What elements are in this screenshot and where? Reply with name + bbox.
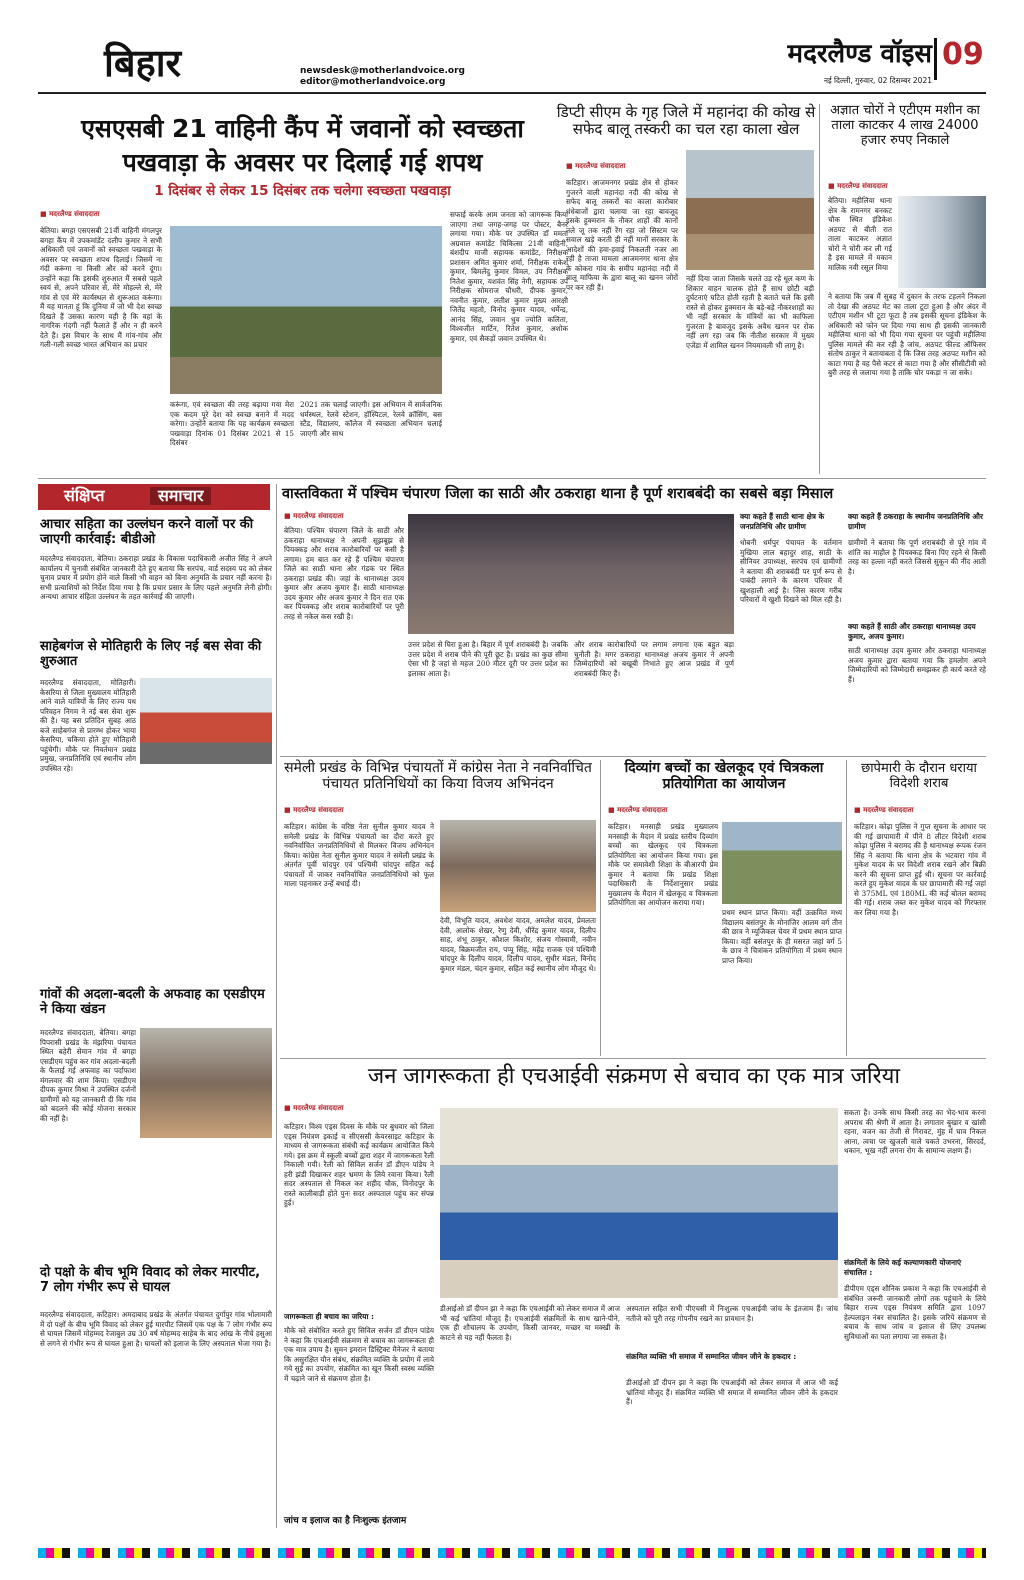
divyang-headline: दिव्यांग बच्चों का खेलकूद एवं चित्रकला प्रतियोगिता का आयोजन <box>624 760 824 793</box>
liquor-q3-head: क्या कहते हैं साठी और ठकराहा थानाध्यक्ष उदय कुमार, अजय कुमार। <box>848 622 976 641</box>
brief1-headline: आचार सहिता का उल्लंघन करने वालों पर की जाएगी कार्रवाई: बीडीओ <box>40 517 254 547</box>
hiv-col1b: मौके को संबोधित करते हुए सिविल सर्जन डॉ डीएन पांडेय ने कहा कि एचआईवी संक्रमण से बचाव का जागरूकता ही एक मात्र उपाय है। सुमन इमरान डिस्ट्रिक्ट मैनेजर ने बताया कि असुरक्षित यौन संबंध, संक्रमित व्यक्ति के प्रयोग में लाये गये सुई का उपयोग, संक्रमित का खून किसी स्वस्थ व्यक्ति में चढ़ाने जाने से संक्रमण होता है। <box>284 1326 434 1383</box>
congress-headline: समेली प्रखंड के विभिन्न पंचायतों में कांग्रेस नेता ने नवनिर्वाचित पंचायत प्रतिनिधियों का किया विजय अभिनंदन <box>284 760 592 793</box>
brief-label-1: संक्षिप्त <box>64 486 105 505</box>
masthead-name: मदरलैण्ड वॉइस <box>787 39 932 69</box>
row1-rule <box>38 478 986 479</box>
foreign-headline: छापेमारी के दौरान धराया विदेशी शराब <box>861 761 977 791</box>
foreign-byline: ■ मदरलैण्ड संवाददाता <box>854 806 914 815</box>
lead-headline: एसएसबी 21 वाहिनी कैंप में जवानों को स्वच्छता पखवाड़ा के अवसर पर दिलाई गई शपथ <box>81 114 524 177</box>
hiv-col4b: डीपीएम एड्स शौनिक प्रकाश ने कहा कि एचआईवी से संबंधित जरूरी जानकारी लोगों तक पहुंचाने के लिये बिहार राज्य एड्स नियंत्रण समिति द्वारा 1097 हेल्पलाइन नंबर संचालित है। इसके जरिये संक्रमण से बचाव के साथ जांच व इलाज से लिए उपलब्ध सुविधाओं का पता लगाया जा सकता है। <box>844 1284 986 1341</box>
brief3-headline: गांवों की अदला-बदली के अफवाह का एसडीएम ने किया खंडन <box>40 987 265 1017</box>
atm-col2: ने बताया कि जब मैं सुबह में दुकान के तरफ टहलने निकला तो देखा की अठपट मेट का ताला टूटा हुआ है और अंदर में एटीएम मशीन भी टूटा फूटा है तब इसकी सूचना इंडिकेश के अधिकारी को फोन पर दिया गया साथ ही इसकी जानकारी महीलिया थाना को भी दिया गया सूचना पर पहुंची महीलिया पुलिस मामले की कर रही है जांच, अठपट फील्ड ऑफिसर संतोष ठाकुर ने बतायाबता दें कि जिस तरह अठपट मशीन को काटा गया है वह पैसे कटर से काटा गया है और सीसीटीवी को बुरी तरह से जलाया गया है ताकि चोर पकड़ा न जा सके। <box>828 292 986 377</box>
dateline: नई दिल्ली, गुरुवार, 02 दिसम्बर 2021 <box>823 76 932 85</box>
hiv-headline: जन जागरूकता ही एचआईवी संक्रमण से बचाव का एक मात्र जरिया <box>367 1064 901 1089</box>
liquor-q2-body: ग्रामीणों ने बताया कि पूर्ण शराबबंदी से पूरे गांव में शांति का माहौल है पियक्कड़ बिना पिए रहने से किसी तरह का हल्ला नहीं करते जिससे सुकून की नींद आती है। <box>848 538 986 576</box>
liquor-col3: और शराब कारोबारियों पर लगाम लगाना एक बहुत बड़ा चुनौती है। मगर ठकराहा थानाध्यक्ष अजय कुमार ने अपनी जिम्मेदारियों को बखूबी निभाते हुए आज प्रखंड में पूर्ण शराबबंदी किए हैं। <box>574 640 734 678</box>
lead-col1: बेतिया। बगहा एसएसबी 21वीं वाहिनी मंगलपुर बगहा कैंप में उपकमांडेंट दलीप कुमार ने सभी अधिकारी एवं जवानों को स्वच्छता पखवाड़ा के अवसर पर स्वच्छता शपथ दिलाई। जिसमें ना गंदी करूंगा ना किसी और को करने दूंगा। उन्होंने कहा कि इसकी शुरुआत मैं सबसे पहले स्वयं से, अपने परिवार से, मेरे मोहल्ले से, मेरे गांव से एवं मेरे कार्यस्थल से शुरूआत करूंगा। मैं यह मानता हूं कि दुनिया में जो भी देश स्वच्छ दिखते हैं उसका कारण यही है कि वहां के नागरिक गंदगी नहीं फैलाते हैं और न ही करने देते हैं। इस विचार के साथ मैं गांव-गांव और गली-गली स्वच्छ भारत अभियान का प्रचार <box>40 226 162 349</box>
divyang-col1: कटिहार। मनसाही प्रखंड मुख्यालय मनसाही के मैदान में प्रखंड स्तरीय दिव्यांग बच्चों का खेलकूद एवं चित्रकला प्रतियोगिता का आयोजन किया गया। इस मौके पर समावेशी शिक्षा के बीआरपी प्रेम कुमार ने बताया कि प्रखंड शिक्षा पदाधिकारी के निर्देशानुसार प्रखंड मुख्यालय के मैदान में खेलकूद व चित्रकला प्रतियोगिता का आयोजन कराया गया। <box>608 822 718 907</box>
divyang-divider <box>846 760 847 1056</box>
hiv-sub1: जागरूकता ही बचाव का जरिया : <box>284 1312 374 1321</box>
hiv-col2: डीआईओ डॉ दीपन झा ने कहा कि एचआईवी को लेकर समाज में आज भी कई भ्रांतियां मौजूद हैं। एचआईवी संक्रमितों के साथ खाने-पीने, एक ही शौचालय के उपयोग, किसी जानवर, मच्छर या मक्खी के काटने से यह नहीं फैलता है। <box>440 1304 620 1342</box>
congress-photo <box>440 820 596 912</box>
atm-headline: अज्ञात चोरों ने एटीएम मशीन का ताला काटकर 4 लाख 24000 हजार रुपए निकाले <box>830 103 980 148</box>
header-emails <box>300 66 465 89</box>
masthead-divider <box>934 38 937 80</box>
foreign-col1: कटिहार। कोढ़ा पुलिस ने गुप्त सूचना के आधार पर की गई छापामारी में पीने 8 लीटर विदेशी शराब कोढ़ा पुलिस ने बरामद की है थानाध्यक्ष रूपक रंजन सिंह ने बताया कि थाना क्षेत्र के भटवारा गांव में मुकेश यादव के घर विदेशी शराब रखने और बिक्री करने की सूचना प्राप्त हुई थी। सूचना पर कार्रवाई करते हुए मुकेश यादव के घर छापामारी की गई जहां से 375ML एवं 180ML की कई बोतल बरामद की गई। शराब जब्त कर मुकेश यादव को गिरफ्तार कर लिया गया है। <box>854 822 986 917</box>
liquor-col2: उत्तर प्रदेश से घिरा हुआ है। बिहार में पूर्ण शराबबंदी है। जबकि उत्तर प्रदेश में शराब पीने की पूरी छूट है। प्रखंड का कुछ सीमा ऐसा भी है जहां से महज 200 मीटर दूरी पर उत्तर प्रदेश का इलाका आता है। <box>408 640 568 678</box>
congress-col2: देवी, विभूति यादव, अवधेश यादव, अमलेश यादव, प्रेमलता देवी, आलोक शेखर, रेणु देवी, धीरेंद्र कुमार यादव, दिलीप साह, शंभू ठाकुर, कौशल किशोर, संजय गोस्वामी, नवीन यादव, बिक्रमजीत राय, पप्पू सिंह, महेंद्र राजक एवं पश्चिमी चांदपुर के दिलीप यादव, दिलीप यादव, सुधीर मंडल, विनोद कुमार मंडल, चंदन कुमार, सहित कई स्थानीय लोग मौजूद थे। <box>440 916 596 973</box>
liquor-headline: वास्तविकता में पश्चिम चंपारण जिला का साठी और ठकराहा थाना है पूर्ण शराबबंदी का सबसे बड़ा मिसाल <box>282 486 834 502</box>
lead-col4: सफाई करके आम जनता को जागरूक किया जाएगा तथा जगह-जगह पर पोस्टर, बैनर लगाया गया। मौके पर उपस्थित डॉ ममता अग्रवाल कमांडेंट चिकित्सा 21वीं वाहिनी, बंशदीप माजी सहायक कमांडेंट, निरीक्षक प्रशासन अमित कुमार शर्मा, निरीक्षक राकेश कुमार, बिमलेंदु कुमार विमल, उप निरीक्षक नितेश कुमार, यशवंत सिंह नेगी, सहायक उप निरीक्षक सोमराज चौधरी, दीपक कुमार, नवनीत कुमार, लतीश कुमार मुख्य आरक्षी जितेंद्र महतो, विनोद कुमार यादव, धर्मेन्द्र, आनंद सिंह, जवान धुव ज्योति कलिता, विश्वजीत मार्टिन, रितेश कुमार, अशोक कुमार, एवं सैकड़ों जवान उपस्थित थे। <box>450 210 568 343</box>
liquor-byline: ■ मदरलैण्ड संवाददाता <box>284 512 344 521</box>
sand-headline: डिप्टी सीएम के गृह जिले में महानंदा की कोख से सफेद बालू तस्करी का चल रहा काला खेल <box>556 103 816 139</box>
row2-rule <box>280 756 986 757</box>
lead-col2: करूंगा, एवं स्वच्छता की तरह बढ़ाया गया मेरा एक कदम पूरे देश को स्वच्छ बनाने में मदद करेगा। उन्होंने बताया कि यह कार्यक्रम स्वच्छता पखवाड़ा दिनांक 01 दिसंबर 2021 से 15 दिसंबर <box>170 400 294 447</box>
lead-photo-soldiers <box>170 226 442 394</box>
page-number: 09 <box>942 37 984 72</box>
hiv-col3: अस्पताल सहित सभी पीएचसी में निःशुल्क एचआईवी जांच के इंतजाम हैं। जांच नतीजे को पूरी तरह गोपनीय रखने का प्रावधान है। <box>626 1304 838 1323</box>
lead-byline: ■ मदरलैण्ड संवाददाता <box>40 210 100 219</box>
atm-col1: बेतिया। महीलिया थाना क्षेत्र के रामनगर बनकट चौक स्थित इंडिकेश अठपट से बीती रात ताला काटकर अज्ञात चोरों ने चोरी कर ली गई है इस मामले में मकान मालिक नवी रसूल मिया <box>828 196 892 272</box>
hiv-byline: ■ मदरलैण्ड संवाददाता <box>284 1104 344 1113</box>
hiv-sub2: संक्रमित व्यक्ति भी समाज में सम्मानित जीवन जीने के हकदार : <box>626 1352 797 1361</box>
divyang-photo <box>722 822 842 904</box>
brief2-headline: साहेबगंज से मोतिहारी के लिए नई बस सेवा की शुरुआत <box>40 639 262 669</box>
print-registration-bar <box>38 1548 986 1558</box>
sand-divider <box>819 104 820 474</box>
divyang-byline: ■ मदरलैण्ड संवाददाता <box>608 806 668 815</box>
liquor-q1-body: धोबनी धर्मपुर पंचायत के वर्तमान मुखिया लाल बहादुर शाह, साठी के सीनियर उपाध्यक्ष, सरपंच एवं ग्रामीणों ने बताया की शराबबंदी पर पूर्ण रूप से पाबंदी लगाने के कारण परिवार में खुशहाली आई है। जिस कारण गरीब परिवारों में खुशी दिखने को मिल रही है। <box>740 538 842 604</box>
brief3-photo <box>140 1028 272 1138</box>
liquor-col1: बेतिया। पश्चिम चंपारण जिले के साठी और ठकराहा थानाध्यक्ष ने अपनी सूझबूझ से पियक्कड़ और शराब कारोबारियों पर कसी है लगाम। हम बात कर रहे हैं पश्चिम चंपारण जिले का साठी थाना और गंडक पर स्थित ठकराहा प्रखंड की। जहां के थानाध्यक्ष उदय कुमार और अजय कुमार हैं। साठी थानाध्यक्ष उदय कुमार और अजय कुमार ने दिन रात एक कर पियक्कड़ और शराब कारोबारियों पर पूरी तरह से नकेल कस रखी है। <box>284 526 404 621</box>
liquor-q3-body: साठी थानाध्यक्ष उदय कुमार और ठकराहा थानाध्यक्ष अजय कुमार द्वारा बताया गया कि हमलोग अपने जिम्मेदारियों को जिम्मेदारी समझकर ही कार्य करते रहे हैं। <box>848 646 986 684</box>
liquor-photo <box>408 514 734 634</box>
brief-divider <box>276 484 277 1528</box>
hiv-col3b: डीआईओ डॉ दीपन झा ने कहा कि एचआईवी को लेकर समाज में आज भी कई भ्रांतियां मौजूद हैं। संक्रमित व्यक्ति भी समाज में सम्मानित जीवन जीने के हकदार हैं। <box>626 1378 838 1406</box>
congress-byline: ■ मदरलैण्ड संवाददाता <box>284 806 344 815</box>
liquor-q1-head: क्या कहते हैं साठी थाना क्षेत्र के जनप्रतिनिधि और ग्रामीण <box>740 512 825 531</box>
lead-col3: 2021 तक चलाई जाएगी। इस अभियान में सार्वजनिक धर्मस्थल, रेलवे स्टेशन, हॉस्पिटल, रेलवे क्रॉसिंग, बस स्टैंड, विद्यालय, कॉलेज में स्वच्छता अभियान चलाई जाएगी और साथ <box>300 400 442 438</box>
liquor-q2-head: क्या कहते हैं ठकराहा के स्थानीय जनप्रतिनिधि और ग्रामीण <box>848 512 983 531</box>
congress-divider <box>600 760 601 1056</box>
sand-byline: ■ मदरलैण्ड संवाददाता <box>566 162 626 171</box>
hiv-photo <box>440 1108 838 1298</box>
editor-email[interactable]: editor@motherlandvoice.org <box>300 77 446 88</box>
divyang-col2: प्रथम स्थान प्राप्त किया। वहीं उत्क्रमित मध्य विद्यालय बसंतपुर के मोनाजिर आलम वर्ग तीन की छात्र ने म्यूजिकल चेयर में प्रथम स्थान प्राप्त किया। वहीं बसंतपुर के ही मसरत जहां वर्ग 5 के छात्र ने चित्रांकन प्रतियोगिता में प्रथम स्थान प्राप्त किया। <box>722 908 842 965</box>
brief-banner <box>38 484 270 510</box>
header-rule <box>38 92 986 94</box>
hiv-caption: जांच व इलाज का है निःशुल्क इंतजाम <box>284 1516 407 1526</box>
congress-col1: कटिहार। कांग्रेस के वरिष्ठ नेता सुनील कुमार यादव ने समेली प्रखंड के विभिन्न पंचायतों का दौरा करते हुए नवनिर्वाचित जनप्रतिनिधियों से मिलकर विजय अभिनंदन किया। कांग्रेस नेता सुनील कुमार यादव ने समेली प्रखंड के अंतर्गत पूर्वी चांदपुर एवं पश्चिमी चांदपुर सहित कई पंचायतों में जाकर नवनिर्वाचित जनप्रतिनिधियों को फूल माला पहनाकर उन्हें बधाई दी। <box>284 822 434 888</box>
newsdesk-email[interactable]: newsdesk@motherlandvoice.org <box>300 66 465 76</box>
section-title: बिहार <box>104 41 182 85</box>
hiv-sub3: संक्रमितों के लिये कई कल्याणकारी योजनाएं संचालित : <box>844 1258 962 1277</box>
sand-photo <box>686 150 814 270</box>
atm-byline: ■ मदरलैण्ड संवाददाता <box>828 182 888 191</box>
sand-col1: कटिहार। आजमनगर प्रखंड क्षेत्र से होकर गुजरने वाली महानंदा नदी की कोख से सफेद बालू तस्करों का काला कारोबार धंधेबाजों द्वारा चलाया जा रहा बावजूद इसके हुक्मरान के नौकर शाहों की कानों तले जू तक नहीं रेंग रहा जो सिस्टम पर सवाल खड़े करती ही नहीं मानों सरकार के आदेशों की हवा-हवाई निकलती नजर आ रही है ताजा मामला आजमनगर थाना क्षेत्र के कोकरा गांव के समीप महानंदा नदी में बालू माफिया के द्वारा बालू का खनन जोरों पर कर रही हैं। <box>566 178 678 292</box>
brief2-photo-bus <box>140 678 272 764</box>
brief4-body: मदरलैण्ड संवाददाता, कटिहार। अमदाबाद प्रखंड के अंतर्गत पंचायत दुर्गापुर गांव भोलामारी में दो पक्षों के बीच भूमि विवाद को लेकर हुई मारपीट जिसमें एक पक्ष के 7 लोग गंभीर रूप से घायल जिसमें मोहम्मद रेजाबुल उम्र 30 वर्ष मोहम्मद साहेब के बाद आंख के नीचे हसुआ से लगने से गंभीर रूप से घायल हुआ है। घायलों को इलाज के लिए अस्पताल भेजा गया है। <box>40 1310 272 1348</box>
brief-label-2: समाचार <box>150 487 211 505</box>
lead-subhead: 1 दिसंबर से लेकर 15 दिसंबर तक चलेगा स्वच्छता पखवाड़ा <box>154 183 451 199</box>
sand-col2: नहीं दिया जाता जिसके चलते उड़ रहे धूल कण के शिकार वाहन चालक होते हैं साथ छोटी बड़ी दुर्घटनाएं घटित होती रहती है बताते चले कि इसी रास्ते से होकर हुक्मरान के बड़े-बड़े नौकरशाहों का भी नहीं सरकार के मंत्रियों का भी काफिला गुजरता है बावजूद इसके अवैध खनन पर रोक नहीं लग रहा जब कि नीतीश सरकार में मुख्य एजेंडा में शामिल खनन नियमावली भी लागू है। <box>686 274 814 350</box>
row3-rule <box>280 1058 986 1059</box>
brief2-body: मदरलैण्ड संवाददाता, मोतिहारी। केसरिया से जिला मुख्यालय मोतिहारी आने वाले यात्रियों के लिए राज्य पथ परिवहन निगम ने नई बस सेवा शुरू की है। यह बस प्रतिदिन सुबह आठ बजे साहेबगंज से प्रारम्भ होकर भाया केसरिया, चकिया होते हुए मोतिहारी पहुंचेगी। मौके पर निवर्तमान प्रखंड प्रमुख, जनप्रतिनिधि एवं स्थानीय लोग उपस्थित रहे। <box>40 678 136 773</box>
hiv-col1: कटिहार। विश्व एड्स दिवस के मौके पर बुधवार को जिला एड्स नियंत्रण इकाई व सीएससी केयरसाइट कटिहार के माध्यम से जागरूकता संबंधी कई कार्यक्रम आयोजित किये गये। इस क्रम में स्कूली बच्चों द्वारा शहर में जागरूकता रैली निकाली गयी। रैली को सिविल सर्जन डॉ डीएन पांडेय ने हरी झंडी दिखाकर शहर भ्रमण के लिये रवाना किया। रैली सदर अस्पताल से निकल कर शहीद चौक, विनोदपुर के रास्ते कालीबाड़ी होते पुनः सदर अस्पताल पहुंच कर संपन्न हुई। <box>284 1122 434 1207</box>
brief3-body: मदरलैण्ड संवाददाता, बेतिया। बगहा पिपरासी प्रखंड के मंझरिया पंचायत स्थित बहेरी सेमान गांव में बगहा एसडीएम पहुंच कर गांव अदला-बदली के फैलाई गई अफवाह का पर्दाफाश मंगलवार की शाम किया। एसडीएम दीपक कुमार मिश्रा ने उपस्थित दर्जनों ग्रामीणों को यह जानकारी दी कि गांव को बदलने की कोई योजना सरकार की नहीं है। <box>40 1028 136 1123</box>
hiv-col4: सकता है। उनके साथ किसी तरह का भेद-भाव करना अपराध की श्रेणी में आता है। लगातार बुखार व खांसी रहना, वजन का तेजी से गिरावट, मुंह में घाव निकल आना, त्वचा पर खुजली वाले चकते उभरना, सिरदर्द, थकान, भूख नहीं लगना रोग के सामान्य लक्षण हैं। <box>844 1108 986 1155</box>
atm-photo <box>898 196 986 288</box>
brief4-headline: दो पक्षो के बीच भूमि विवाद को लेकर मारपीट, 7 लोग गंभीर रूप से घायल <box>40 1265 261 1295</box>
brief1-body: मदरलैण्ड संवाददाता, बेतिया। ठकराहा प्रखंड के विकास पदाधिकारी अजीत सिंह ने अपने कार्यालय में चुनावी संबंधित जानकारी देते हुए बताया कि सरपंच, वार्ड सदस्य पद को लेकर चुनाव प्रचार में प्रयोग होने वाले किसी भी वाहन को बिना अनुमति के प्रचार नहीं करना है। सभी प्रत्याशियों को निर्देश दिया गया है कि प्रचार प्रसार के लिए पहले अनुमति लेनी होगी। अन्यथा आचार संहिता उल्लंघन के तहत कार्रवाई की जाएगी। <box>40 554 272 601</box>
